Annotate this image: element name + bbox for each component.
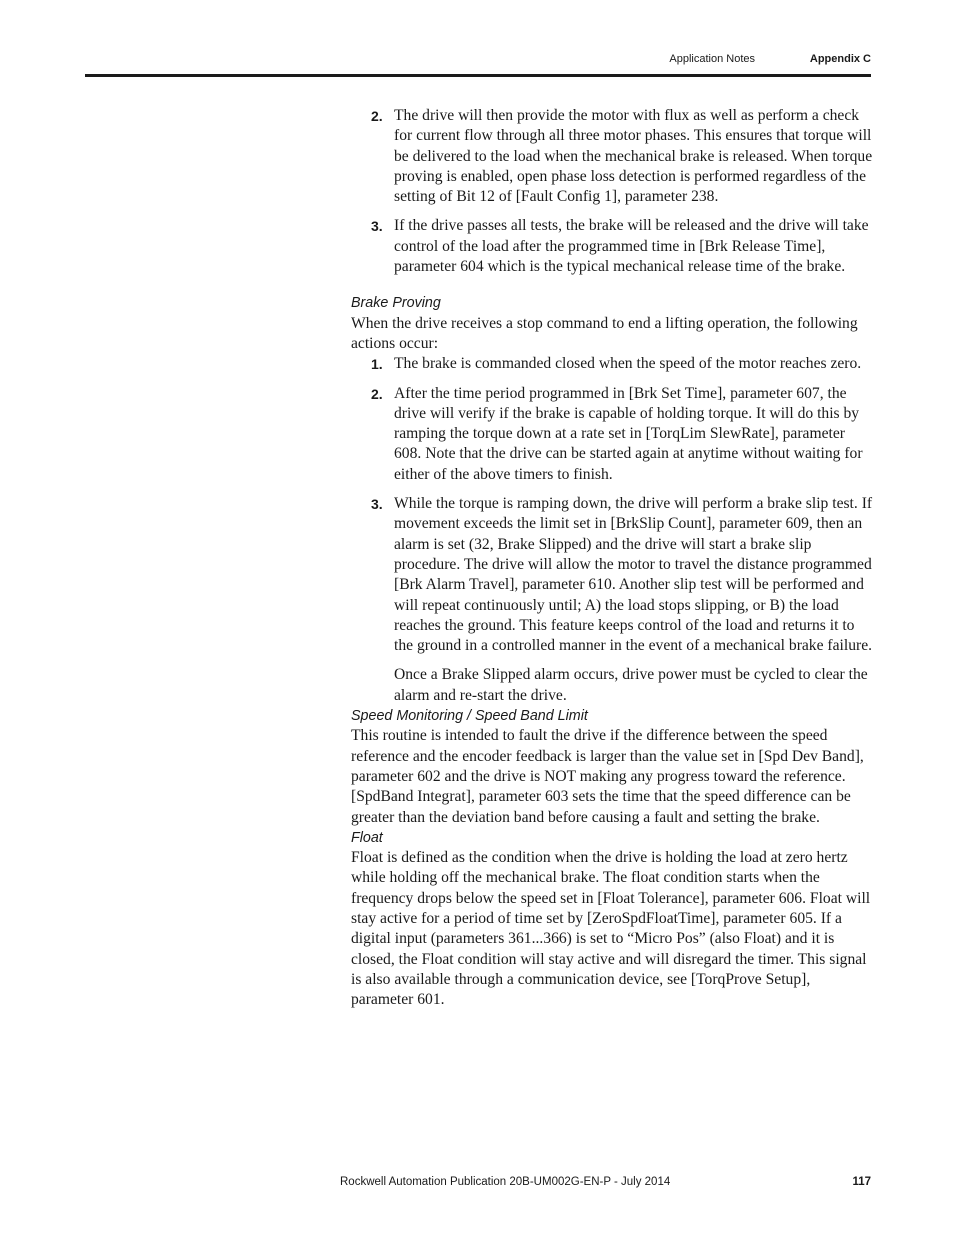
torque-proving-list (351, 106, 873, 277)
page-header (0, 0, 954, 80)
section-heading-float: Float (351, 829, 383, 846)
float-text: Float is defined as the condition when the drive is holding the load at zero hertz while holding off the mechanical brake. The float condition starts when the frequency drops below the speed set in [Float Tolerance], parameter 606. Float will stay active for a period of time set by [ZeroSpdFloatTime], parameter 605. If a digital input (parameters 361...366) is set to “Micro Pos” (also Float) and it is closed, the Float condition will stay active and will disregard the timer. This signal is also available through a communication device, see [TorqProve Setup], parameter 601. (351, 849, 871, 1009)
list-item-number: 1. (371, 356, 383, 373)
list-item-number: 2. (371, 385, 383, 402)
brake-slipped-note: Once a Brake Slipped alarm occurs, drive power must be cycled to clear the alarm and re-start the drive. (394, 666, 868, 704)
page-content (351, 106, 873, 1010)
list-item (351, 384, 873, 485)
list-item (351, 354, 873, 374)
section-heading-speed-monitoring: Speed Monitoring / Speed Band Limit (351, 708, 588, 725)
page-number: 117 (852, 1176, 871, 1188)
list-item-text: While the torque is ramping down, the drive will perform a brake slip test. If movement exceeds the limit set in [BrkSlip Count], parameter 609, then an alarm is set (32, Brake Slipped) and the drive will start a brake slip procedure. The drive will allow the motor to travel the distance programmed [Brk Alarm Travel], parameter 610. Another slip test will be performed and will repeat continuously until; A) the load stops slipping, or B) the load reaches the ground. This feature keeps control of the load and returns it to the ground in a controlled manner in the event of a mechanical brake failure. (394, 495, 873, 655)
list-item-number: 3. (371, 218, 383, 235)
list-item-number: 2. (371, 108, 383, 124)
list-item-text: After the time period programmed in [Brk Set Time], parameter 607, the drive will verify if the brake is capable of holding torque. It will do this by ramping the torque down at a rate set in [TorqLim SlewRate], parameter 608. Note that the drive can be started again at anytime without waiting for either of the above timers to finish. (394, 384, 863, 483)
brake-proving-list (351, 354, 873, 656)
footer-publication: Rockwell Automation Publication 20B-UM002G-EN-P - July 2014 (340, 1176, 671, 1188)
header-rule (85, 74, 871, 77)
speed-monitoring-text: This routine is intended to fault the drive if the difference between the speed reference and the encoder feedback is larger than the value set in [Spd Dev Band], parameter 602 and the drive is NOT making any progress toward the reference. [SpdBand Integrat], parameter 603 sets the time that the speed difference can be greater than the deviation band before causing a fault and setting the brake. (351, 727, 864, 826)
brake-proving-intro: When the drive receives a stop command to end a lifting operation, the following actions occur: (351, 314, 858, 352)
list-item (351, 494, 873, 656)
list-item-text: If the drive passes all tests, the brake will be released and the drive will take control of the load after the programmed time in [Brk Release Time], parameter 604 which is the typical mechanical release time of the brake. (394, 217, 869, 276)
section-heading-brake-proving: Brake Proving (351, 295, 441, 312)
list-item-text: The brake is commanded closed when the speed of the motor reaches zero. (394, 355, 862, 373)
header-section-title: Application Notes (669, 53, 755, 65)
header-appendix-label: Appendix C (809, 53, 871, 65)
list-item-text: The drive will then provide the motor with flux as well as perform a check for current flow through all three motor phases. This ensures that torque will be delivered to the load when the mechanical brake is released. When torque proving is enabled, open phase loss detection is performed regardless of the setting of Bit 12 of [Fault Config 1], parameter 238. (394, 107, 873, 206)
list-item (351, 106, 873, 207)
list-item-number: 3. (371, 496, 383, 513)
list-item (351, 216, 873, 277)
